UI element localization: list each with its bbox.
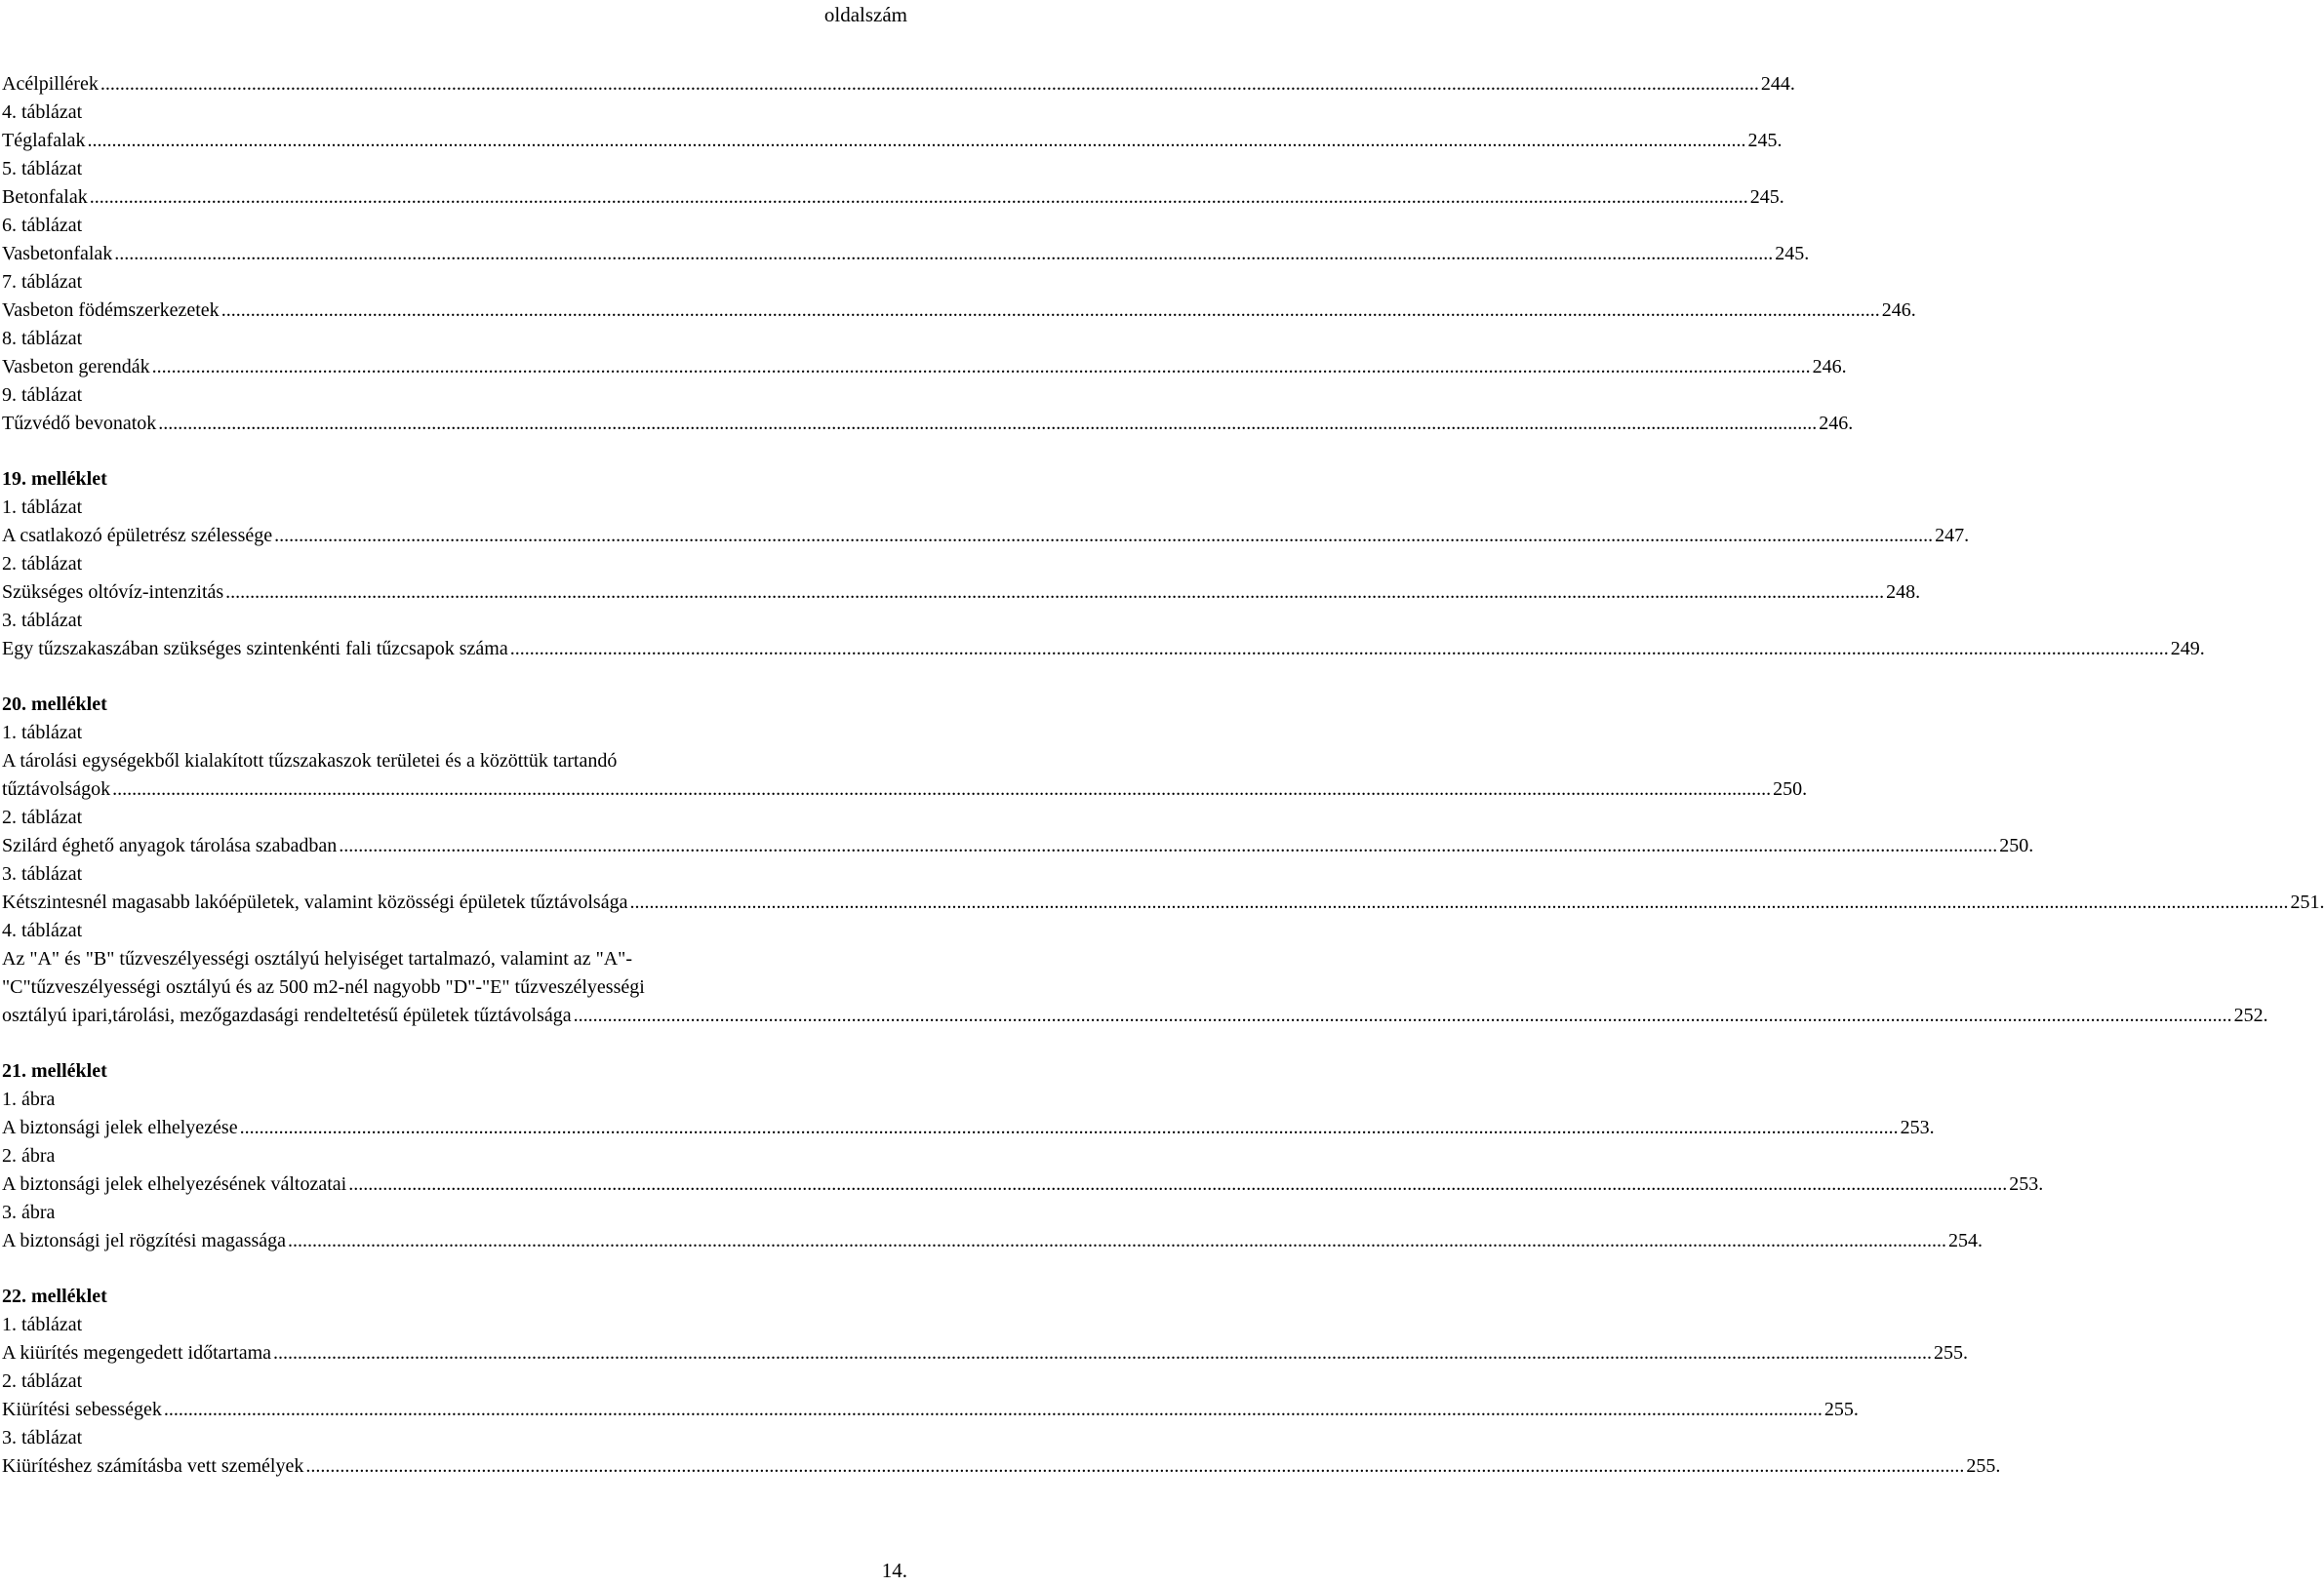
dot-leader <box>240 1114 1899 1142</box>
entry-title: A kiürítés megengedett időtartama <box>2 1342 272 1364</box>
dot-leader <box>152 353 1811 381</box>
dot-leader <box>288 1227 1946 1255</box>
section-heading: 20. melléklet <box>2 694 107 715</box>
entry-page-number: 246. <box>1819 413 1854 434</box>
toc-entry[interactable] <box>2 522 1970 550</box>
dot-leader <box>305 1452 1964 1481</box>
entry-title: Betonfalak <box>2 186 88 208</box>
entry-title: Szükséges oltóvíz-intenzitás <box>2 581 224 603</box>
entry-label: 3. ábra <box>2 1202 56 1223</box>
toc-entry[interactable] <box>2 1227 1983 1255</box>
page-number: 14. <box>881 1559 907 1582</box>
entry-page-number: 253. <box>1900 1117 1935 1138</box>
entry-title: Kiürítési sebességek <box>2 1399 162 1420</box>
entry-label: 3. táblázat <box>2 610 83 631</box>
toc-entry[interactable] <box>2 889 2324 917</box>
entry-title: Szilárd éghető anyagok tárolása szabadban <box>2 835 338 856</box>
entry-label: 8. táblázat <box>2 328 83 349</box>
entry-label: 5. táblázat <box>2 158 83 179</box>
entry-label: 2. ábra <box>2 1145 56 1167</box>
entry-page-number: 255. <box>1934 1342 1969 1364</box>
entry-label: 1. táblázat <box>2 722 83 743</box>
toc-entry[interactable] <box>2 832 2034 860</box>
entry-title: A csatlakozó épületrész szélessége <box>2 525 273 546</box>
entry-page-number: 247. <box>1935 525 1970 546</box>
dot-leader <box>164 1396 1823 1424</box>
entry-page-number: 255. <box>1823 1399 1859 1420</box>
entry-title: A biztonsági jelek elhelyezésének változatai <box>2 1173 347 1195</box>
entry-title-continued: Az "A" és "B" tűzveszélyességi osztályú helyiséget tartalmazó, valamint az "A"- <box>2 948 632 970</box>
dot-leader <box>225 578 1884 607</box>
toc-entry[interactable] <box>2 1170 2044 1199</box>
entry-label: 1. táblázat <box>2 1314 83 1335</box>
entry-page-number: 249. <box>2170 638 2205 659</box>
section-gap <box>2 1030 930 1057</box>
entry-page-number: 246. <box>1812 356 1847 377</box>
entry-title-continued: A tárolási egységekből kialakított tűzszakaszok területei és a közöttük tartandó <box>2 750 618 772</box>
entry-title: Vasbeton gerendák <box>2 356 150 377</box>
entry-title: Egy tűzszakaszában szükséges szintenkénti fali tűzcsapok száma <box>2 638 508 659</box>
toc-entry[interactable] <box>2 1339 1969 1368</box>
entry-label: 1. ábra <box>2 1089 56 1110</box>
entry-label: 2. táblázat <box>2 553 83 575</box>
dot-leader <box>112 775 1771 804</box>
entry-page-number: 248. <box>1886 581 1921 603</box>
section-heading: 21. melléklet <box>2 1060 107 1082</box>
toc-entry[interactable] <box>2 410 1854 438</box>
entry-page-number: 246. <box>1881 299 1916 321</box>
toc-entry[interactable] <box>2 1114 1935 1142</box>
toc-entry[interactable] <box>2 1002 2268 1030</box>
dot-leader <box>348 1170 2007 1199</box>
entry-title: Acélpillérek <box>2 73 99 95</box>
section-gap <box>2 1255 930 1283</box>
entry-page-number: 255. <box>1966 1455 2001 1477</box>
table-of-contents <box>2 70 2324 1481</box>
entry-label: 1. táblázat <box>2 496 83 518</box>
entry-title: Vasbeton födémszerkezetek <box>2 299 220 321</box>
entry-page-number: 254. <box>1948 1230 1983 1251</box>
toc-entry[interactable] <box>2 635 2205 663</box>
entry-page-number: 245. <box>1749 186 1784 208</box>
section-heading: 19. melléklet <box>2 468 107 490</box>
entry-page-number: 250. <box>1773 778 1808 800</box>
section-gap <box>2 663 930 691</box>
dot-leader <box>339 832 1997 860</box>
dot-leader <box>90 183 1748 212</box>
dot-leader <box>158 410 1817 438</box>
dot-leader <box>114 240 1773 268</box>
toc-entry[interactable] <box>2 240 1810 268</box>
dot-leader <box>510 635 2169 663</box>
entry-page-number: 252. <box>2233 1005 2268 1026</box>
entry-label: 7. táblázat <box>2 271 83 293</box>
entry-label: 9. táblázat <box>2 384 83 406</box>
toc-entry[interactable] <box>2 127 1783 155</box>
entry-label: 4. táblázat <box>2 920 83 941</box>
entry-page-number: 245. <box>1747 130 1783 151</box>
section-heading: 22. melléklet <box>2 1286 107 1307</box>
entry-label: 4. táblázat <box>2 101 83 123</box>
toc-entry[interactable] <box>2 183 1784 212</box>
toc-entry[interactable] <box>2 1396 1859 1424</box>
entry-label: 2. táblázat <box>2 807 83 828</box>
entry-label: 3. táblázat <box>2 863 83 885</box>
toc-entry[interactable] <box>2 297 1916 325</box>
entry-label: 2. táblázat <box>2 1370 83 1392</box>
entry-title: Tűzvédő bevonatok <box>2 413 157 434</box>
dot-leader <box>629 889 2288 917</box>
entry-title: tűztávolságok <box>2 778 111 800</box>
dot-leader <box>274 522 1933 550</box>
entry-page-number: 245. <box>1775 243 1810 264</box>
entry-page-number: 244. <box>1760 73 1795 95</box>
dot-leader <box>221 297 1880 325</box>
entry-page-number: 253. <box>2009 1173 2044 1195</box>
entry-page-number: 250. <box>1999 835 2034 856</box>
entry-page-number: 251. <box>2290 892 2324 913</box>
dot-leader <box>100 70 1759 99</box>
entry-title: Kétszintesnél magasabb lakóépületek, valamint közösségi épületek tűztávolsága <box>2 892 628 913</box>
toc-entry[interactable] <box>2 578 1921 607</box>
dot-leader <box>88 127 1746 155</box>
toc-entry[interactable] <box>2 775 1808 804</box>
page-header-label: oldalszám <box>823 3 907 26</box>
toc-entry[interactable] <box>2 1452 2001 1481</box>
dot-leader <box>574 1002 2232 1030</box>
entry-title: A biztonsági jelek elhelyezése <box>2 1117 238 1138</box>
entry-title: Kiürítéshez számításba vett személyek <box>2 1455 304 1477</box>
entry-title-continued: "C"tűzveszélyességi osztályú és az 500 m2-nél nagyobb "D"-"E" tűzveszélyességi <box>2 976 645 998</box>
entry-label: 3. táblázat <box>2 1427 83 1448</box>
toc-entry[interactable] <box>2 70 1795 99</box>
toc-entry[interactable] <box>2 353 1847 381</box>
dot-leader <box>273 1339 1932 1368</box>
entry-label: 6. táblázat <box>2 215 83 236</box>
section-gap <box>2 438 930 465</box>
entry-title: A biztonsági jel rögzítési magassága <box>2 1230 287 1251</box>
entry-title: Vasbetonfalak <box>2 243 113 264</box>
entry-title: osztályú ipari,tárolási, mezőgazdasági rendeltetésű épületek tűztávolsága <box>2 1005 572 1026</box>
entry-title: Téglafalak <box>2 130 86 151</box>
